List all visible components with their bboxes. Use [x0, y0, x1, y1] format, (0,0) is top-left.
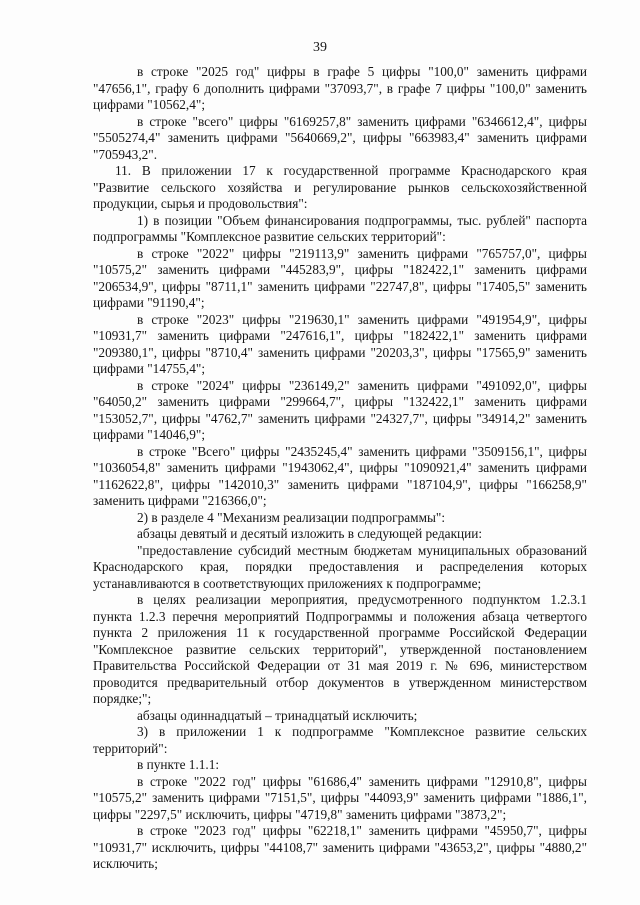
paragraph: "предоставление субсидий местным бюджетам муниципальных образований Краснодарского края, порядки предоставления и распределения которых устанавливаются в соответствующих приложениях к подпрограмме; — [93, 542, 587, 591]
paragraph: 3) в приложении 1 к подпрограмме "Комплексное развитие сельских территорий": — [93, 724, 587, 756]
paragraph: в строке "2024" цифры "236149,2" заменить цифрами "491092,0", цифры "64050,2" заменить цифрами "299664,7", цифры "132422,1" заменить цифрами "153052,7", цифры "4762,7" заменить цифрами "24327,7", цифры "34914,2" заменить цифрами "14046,9"; — [93, 377, 587, 442]
paragraph: в строке "2022" цифры "219113,9" заменить цифрами "765757,0", цифры "10575,2" заменить цифрами "445283,9", цифры "182422,1" заменить цифрами "206534,9", цифры "8711,1" заменить цифрами "22747,8", цифры "17405,5" заменить цифрами "91190,4"; — [93, 245, 587, 310]
paragraph: абзацы одиннадцатый – тринадцатый исключить; — [137, 707, 418, 723]
paragraph: в строке "2025 год" цифры в графе 5 цифры "100,0" заменить цифрами "47656,1", графу 6 дополнить цифрами "37093,7", в графе 7 цифры "100,0" заменить цифрами "10562,4"; — [93, 64, 587, 112]
paragraph: в строке "Всего" цифры "2435245,4" заменить цифрами "3509156,1", цифры "1036054,8" заменить цифрами "1943062,4", цифры "1090921,4" заменить цифрами "1162622,8", цифры "142010,3" заменить цифрами "187104,9", цифры "166258,9" заменить цифрами "216366,0"; — [93, 443, 587, 508]
paragraph: в строке "2022 год" цифры "61686,4" заменить цифрами "12910,8", цифры "10575,2" заменить цифрами "7151,5", цифры "44093,9" заменить цифрами "1886,1", цифры "2297,5" исключить, цифры "4719,8" заменить цифрами "3873,2"; — [93, 773, 587, 822]
page-number: 39 — [313, 40, 327, 55]
paragraph: 2) в разделе 4 "Механизм реализации подпрограммы": — [137, 509, 446, 525]
paragraph: в строке "2023 год" цифры "62218,1" заменить цифрами "45950,7", цифры "10931,7" исключить, цифры "44108,7" заменить цифрами "43653,2", цифры "4880,2" исключить; — [93, 823, 587, 871]
paragraph: 11. В приложении 17 к государственной программе Краснодарского края "Развитие сельского хозяйства и регулирование рынков сельскохозяйственной продукции, сырья и продовольствия": — [93, 163, 587, 211]
paragraph: в строке "2023" цифры "219630,1" заменить цифрами "491954,9", цифры "10931,7" заменить цифрами "247616,1", цифры "182422,1" заменить цифрами "209380,1", цифры "8710,4" заменить цифрами "20203,3", цифры "17565,9" заменить цифрами "14755,4"; — [93, 311, 587, 376]
paragraph: в целях реализации мероприятия, предусмотренного подпунктом 1.2.3.1 пункта 1.2.3 перечня мероприятий Подпрограммы и положения абзаца четвертого пункта 2 приложения 11 к государственной программе Российской Федерации "Комплексное развитие сельских территорий", утвержденной постановлением Правительства Российской Федерации от 31 мая 2019 г. № 696, министерством проводится предварительный отбор документов в утвержденном министерством порядке;"; — [93, 592, 587, 706]
paragraph: в строке "всего" цифры "6169257,8" заменить цифрами "6346612,4", цифры "5505274,4" заменить цифрами "5640669,2", цифры "663983,4" заменить цифрами "705943,2". — [93, 113, 587, 162]
paragraph: 1) в позиции "Объем финансирования подпрограммы, тыс. рублей" паспорта подпрограммы "Комплексное развитие сельских территорий": — [93, 212, 587, 244]
paragraph: абзацы девятый и десятый изложить в следующей редакции: — [137, 526, 483, 541]
document-body — [93, 64, 587, 873]
paragraph: в пункте 1.1.1: — [137, 757, 220, 772]
